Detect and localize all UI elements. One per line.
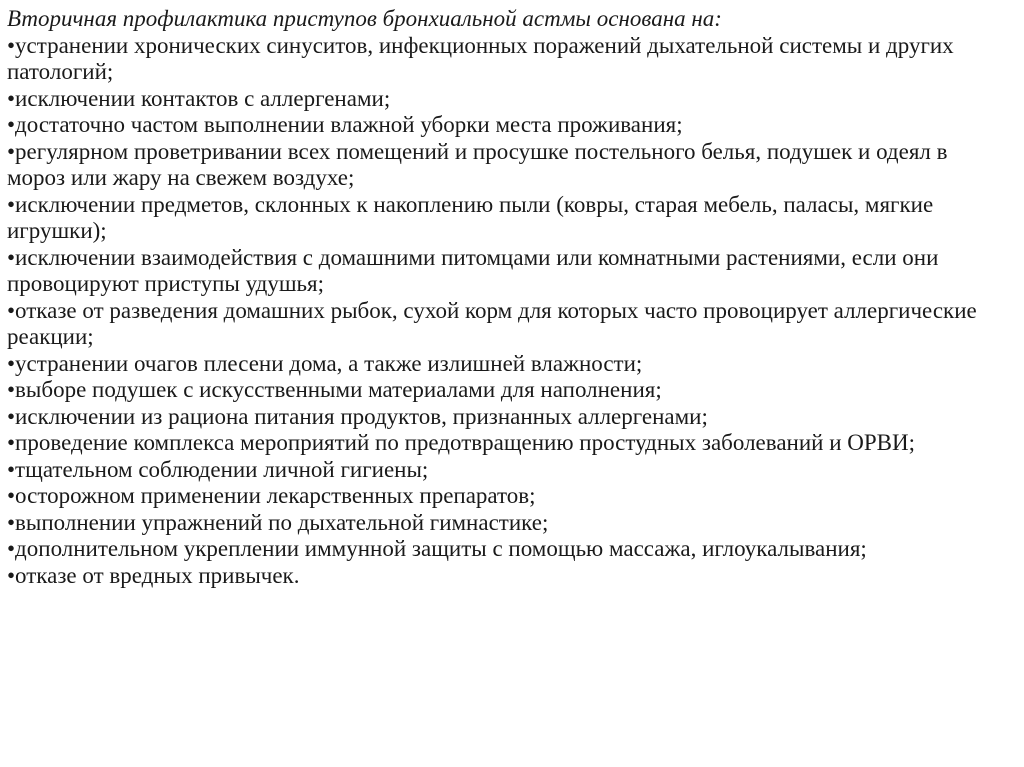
document-title: Вторичная профилактика приступов бронхиальной астмы основана на: [7,6,722,31]
list-item: •устранении очагов плесени дома, а также излишней влажности; [7,350,643,376]
list-item: •регулярном проветривании всех помещений и просушке постельного белья, подушек и одеял в мороз или жару на свежем воздухе; [7,138,948,190]
list-item: •отказе от вредных привычек. [7,562,300,588]
list-item: •тщательном соблюдении личной гигиены; [7,456,429,482]
list-item: •выборе подушек с искусственными материалами для наполнения; [7,377,662,402]
list-item: •осторожном применении лекарственных препаратов; [7,483,536,508]
list-item: •достаточно частом выполнении влажной уборки места проживания; [7,112,683,137]
list-item: •исключении из рациона питания продуктов, признанных аллергенами; [7,403,708,429]
bullet-list [7,33,1004,590]
list-item: •отказе от разведения домашних рыбок, сухой корм для которых часто провоцирует аллергические реакции; [7,297,977,349]
list-item: •исключении предметов, склонных к накоплению пыли (ковры, старая мебель, паласы, мягкие игрушки); [7,191,934,243]
list-item: •выполнении упражнений по дыхательной гимнастике; [7,509,549,535]
list-item: •устранении хронических синуситов, инфекционных поражений дыхательной системы и других патологий; [7,32,954,84]
list-item: •дополнительном укреплении иммунной защиты с помощью массажа, иглоукалывания; [7,536,867,561]
list-item: •проведение комплекса мероприятий по предотвращению простудных заболеваний и ОРВИ; [7,430,916,455]
list-item: •исключении контактов с аллергенами; [7,85,391,111]
list-item: •исключении взаимодействия с домашними питомцами или комнатными растениями, если они провоцируют приступы удушья; [7,244,939,296]
